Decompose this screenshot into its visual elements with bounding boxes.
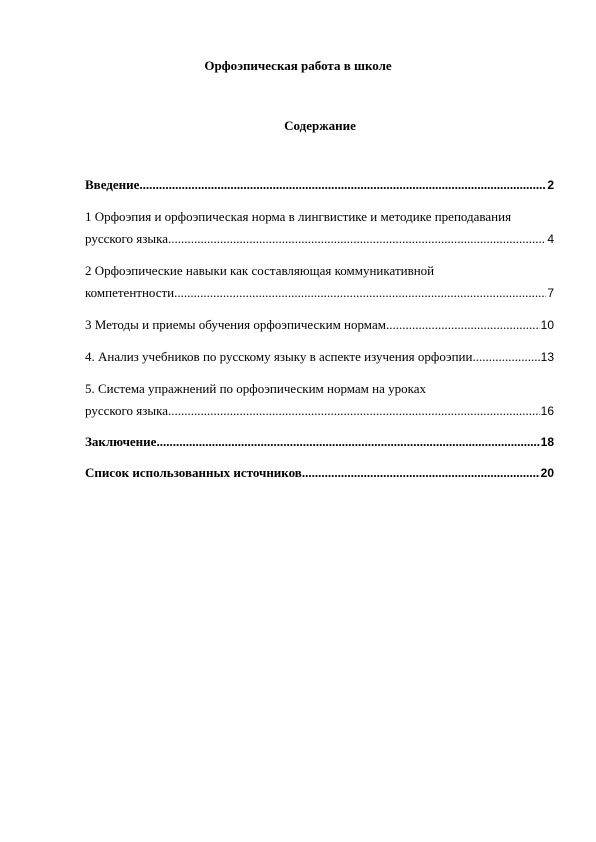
toc-page-number: 13: [540, 350, 554, 364]
toc-entry-title: Введение: [85, 177, 140, 192]
toc-page-number: 2: [547, 178, 554, 192]
toc-entry-references[interactable]: [85, 462, 554, 484]
toc-entry-chapter-3[interactable]: [85, 314, 554, 336]
toc-page-number: 7: [547, 286, 554, 300]
toc-entry-title-cont: компетентности: [85, 285, 175, 300]
toc-entry-title: Заключение: [85, 434, 157, 449]
toc-entry-chapter-5[interactable]: [85, 378, 554, 422]
toc-entry-chapter-4[interactable]: [85, 346, 554, 368]
dot-leader: [168, 228, 546, 250]
toc-page-number: 10: [540, 318, 554, 332]
toc-page-number: 20: [540, 466, 554, 480]
toc-entry-chapter-1[interactable]: [85, 206, 554, 250]
toc-heading: Содержание: [284, 118, 356, 133]
toc-entry-title: 4. Анализ учебников по русскому языку в аспекте изучения орфоэпии: [85, 349, 473, 364]
dot-leader: [139, 174, 546, 196]
toc-entry-title: 1 Орфоэпия и орфоэпическая норма в лингвистике и методике преподавания: [85, 209, 512, 224]
dot-leader: [472, 346, 539, 368]
dot-leader: [302, 462, 540, 484]
dot-leader: [174, 282, 546, 304]
toc-page-number: 18: [540, 435, 554, 449]
toc-entry-title: 3 Методы и приемы обучения орфоэпическим нормам: [85, 317, 386, 332]
toc-entry-conclusion[interactable]: [85, 431, 554, 453]
table-of-contents: [85, 174, 554, 484]
toc-page-number: 16: [540, 404, 554, 418]
toc-entry-chapter-2[interactable]: [85, 260, 554, 304]
toc-entry-title-cont: русского языка: [85, 231, 169, 246]
toc-entry-introduction[interactable]: [85, 174, 554, 196]
dot-leader: [156, 431, 539, 453]
toc-entry-title: 2 Орфоэпические навыки как составляющая коммуникативной: [85, 263, 435, 278]
dot-leader: [168, 400, 540, 422]
toc-entry-title-cont: русского языка: [85, 403, 169, 418]
toc-page-number: 4: [547, 232, 554, 246]
dot-leader: [386, 314, 540, 336]
toc-entry-title: Список использованных источников: [85, 465, 302, 480]
document-title: Орфоэпическая работа в школе: [204, 58, 392, 73]
toc-entry-title: 5. Система упражнений по орфоэпическим нормам на уроках: [85, 381, 427, 396]
